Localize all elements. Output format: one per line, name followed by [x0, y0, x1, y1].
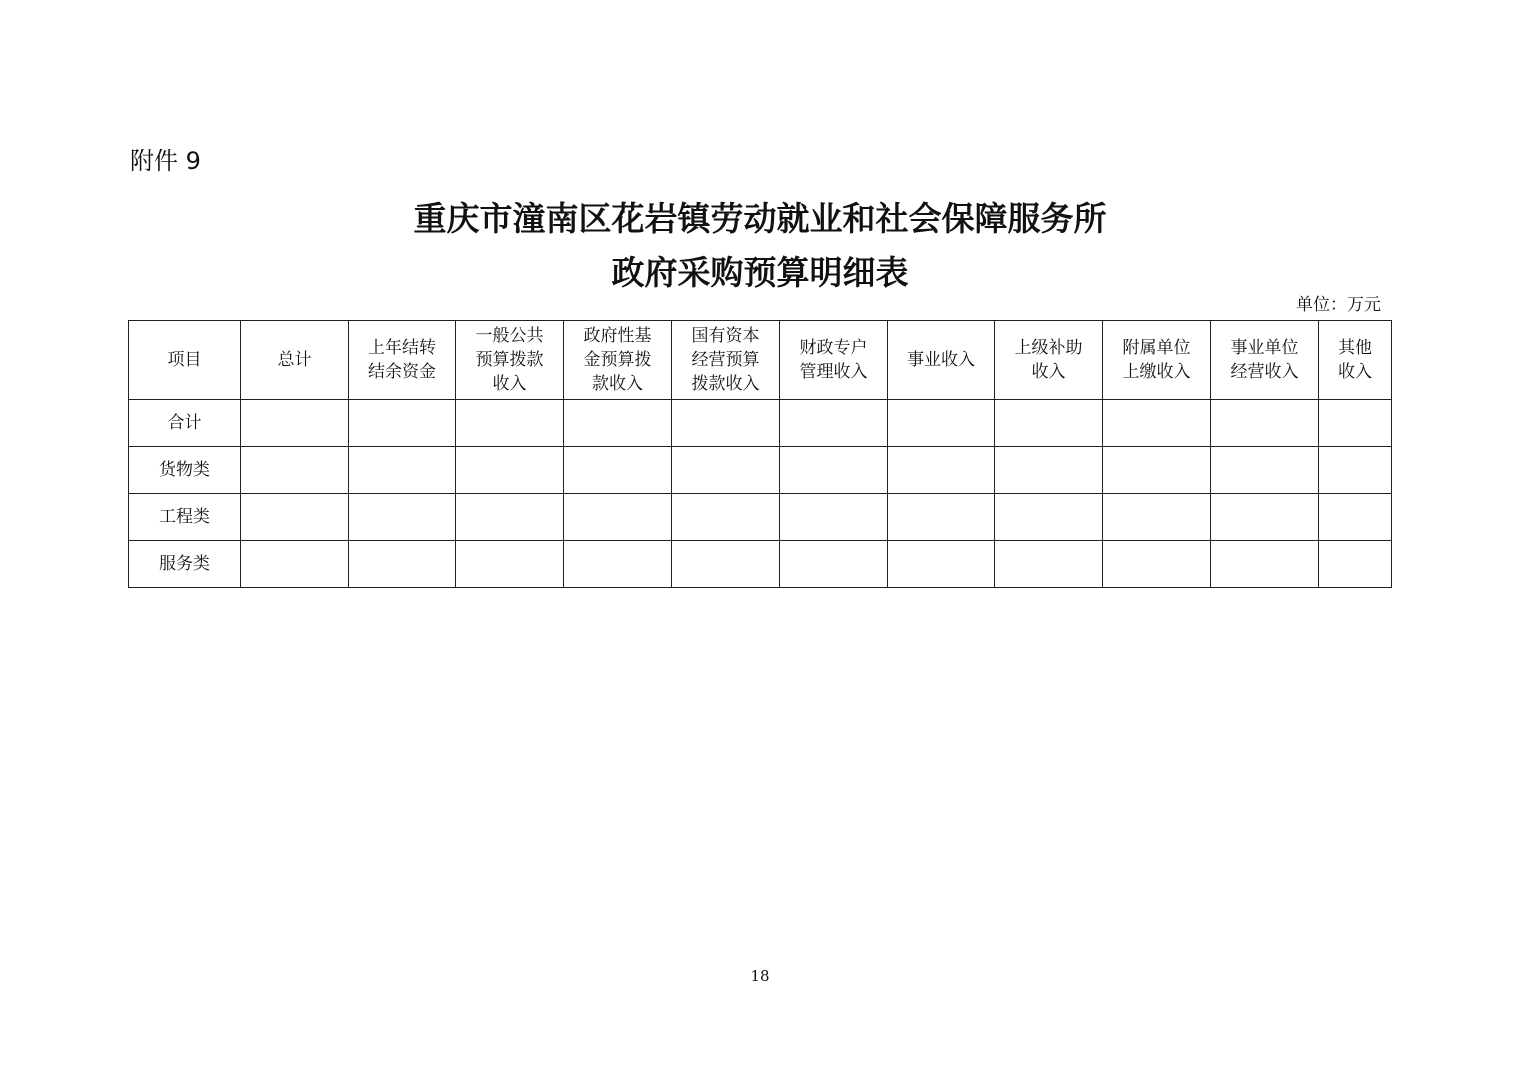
column-header: 事业收入 — [888, 321, 995, 400]
table-cell — [1211, 400, 1319, 447]
table-cell — [888, 541, 995, 588]
column-header: 一般公共 预算拨款 收入 — [456, 321, 564, 400]
table-cell — [995, 447, 1103, 494]
table-cell — [349, 447, 456, 494]
attachment-label: 附件 9 — [130, 147, 201, 175]
column-header: 总计 — [241, 321, 349, 400]
table-cell — [1319, 400, 1392, 447]
row-label: 货物类 — [129, 447, 241, 494]
row-label: 工程类 — [129, 494, 241, 541]
table-cell — [995, 400, 1103, 447]
table-cell — [780, 447, 888, 494]
table-cell — [1211, 447, 1319, 494]
table-cell — [456, 541, 564, 588]
table-cell — [456, 447, 564, 494]
table-cell — [888, 447, 995, 494]
table-cell — [672, 400, 780, 447]
unit-label: 单位：万元 — [1296, 295, 1381, 315]
column-header: 政府性基 金预算拨 款收入 — [564, 321, 672, 400]
procurement-budget-table — [128, 320, 1392, 588]
row-label: 合计 — [129, 400, 241, 447]
table-cell — [1319, 447, 1392, 494]
column-header: 其他 收入 — [1319, 321, 1392, 400]
table-cell — [349, 541, 456, 588]
table-cell — [1319, 494, 1392, 541]
column-header: 上级补助 收入 — [995, 321, 1103, 400]
table-cell — [349, 494, 456, 541]
table-cell — [564, 447, 672, 494]
table-cell — [995, 541, 1103, 588]
table-row — [129, 400, 1392, 447]
title-line-2: 政府采购预算明细表 — [611, 253, 909, 292]
table-cell — [780, 541, 888, 588]
table-cell — [241, 541, 349, 588]
column-header: 财政专户 管理收入 — [780, 321, 888, 400]
table-cell — [672, 494, 780, 541]
table-cell — [349, 400, 456, 447]
column-header: 附属单位 上缴收入 — [1103, 321, 1211, 400]
title-line-1: 重庆市潼南区花岩镇劳动就业和社会保障服务所 — [413, 199, 1107, 238]
table-cell — [241, 447, 349, 494]
table-cell — [564, 400, 672, 447]
header-row — [129, 321, 1392, 400]
column-header: 国有资本 经营预算 拨款收入 — [672, 321, 780, 400]
page-number: 18 — [750, 967, 770, 985]
table-cell — [1103, 494, 1211, 541]
table-cell — [1103, 541, 1211, 588]
table-cell — [241, 494, 349, 541]
table-cell — [780, 494, 888, 541]
table-cell — [780, 400, 888, 447]
table-cell — [1319, 541, 1392, 588]
table-cell — [888, 400, 995, 447]
table-row — [129, 447, 1392, 494]
table-cell — [241, 400, 349, 447]
table-cell — [564, 541, 672, 588]
table-cell — [1103, 400, 1211, 447]
table-cell — [456, 494, 564, 541]
table-cell — [1103, 447, 1211, 494]
table-cell — [1211, 494, 1319, 541]
table-row — [129, 494, 1392, 541]
table-cell — [1211, 541, 1319, 588]
table-cell — [672, 447, 780, 494]
table-body — [129, 400, 1392, 588]
column-header: 上年结转 结余资金 — [349, 321, 456, 400]
table-cell — [995, 494, 1103, 541]
document-title — [0, 192, 1520, 300]
table-row — [129, 541, 1392, 588]
column-header: 项目 — [129, 321, 241, 400]
table-cell — [888, 494, 995, 541]
table-cell — [564, 494, 672, 541]
table-cell — [456, 400, 564, 447]
table-cell — [672, 541, 780, 588]
column-header: 事业单位 经营收入 — [1211, 321, 1319, 400]
row-label: 服务类 — [129, 541, 241, 588]
